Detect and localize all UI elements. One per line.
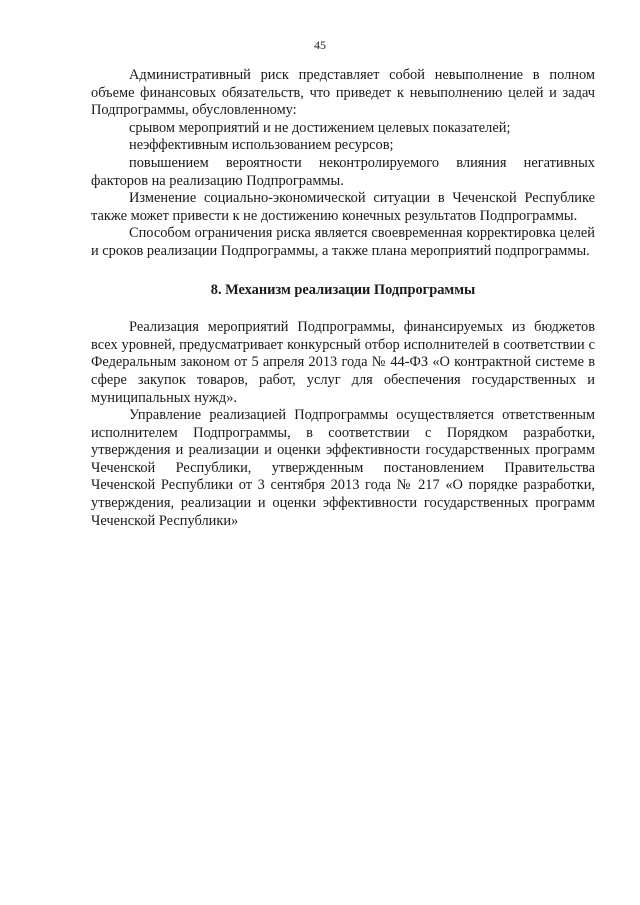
paragraph-risk-limitation: Способом ограничения риска является своевременная корректировка целей и сроков реализации Подпрограммы, а также плана мероприятий подпрограммы. [91, 225, 595, 259]
page-number: 45 [314, 38, 326, 52]
list-item-uncontrolled-influence: повышением вероятности неконтролируемого влияния негативных факторов на реализацию Подпрограммы. [91, 154, 595, 189]
paragraph-administrative-risk: Административный риск представляет собой невыполнение в полном объеме финансовых обязательств, что приведет к невыполнению целей и задач Подпрограммы, обусловленному: [91, 67, 595, 119]
paragraph-management: Управление реализацией Подпрограммы осуществляется ответственным исполнителем Подпрограммы, в соответствии с Порядком разработки, утверждения и реализации и оценки эффективности государственных программ Чеченской Республики, утвержденным постановлением Правительства Чеченской Республики от 3 сентября 2013 года № 217 «О порядке разработки, утверждения, реализации и оценки эффективности государственных программ Чеченской Республики» [91, 407, 595, 529]
paragraph-socioeconomic-change: Изменение социально-экономической ситуации в Чеченской Республике также может привести к не достижению конечных результатов Подпрограммы. [91, 190, 595, 224]
document-body [91, 67, 595, 530]
paragraph-implementation: Реализация мероприятий Подпрограммы, финансируемых из бюджетов всех уровней, предусматривает конкурсный отбор исполнителей в соответствии с Федеральным законом от 5 апреля 2013 года № 44-ФЗ «О контрактной системе в сфере закупок товаров, работ, услуг для обеспечения государственных и муниципальных нужд». [91, 319, 595, 406]
list-item-inefficient-use: неэффективным использованием ресурсов; [129, 137, 394, 154]
list-item-disruption: срывом мероприятий и не достижением целевых показателей; [129, 119, 511, 136]
section-heading: 8. Механизм реализации Подпрограммы [210, 281, 476, 298]
